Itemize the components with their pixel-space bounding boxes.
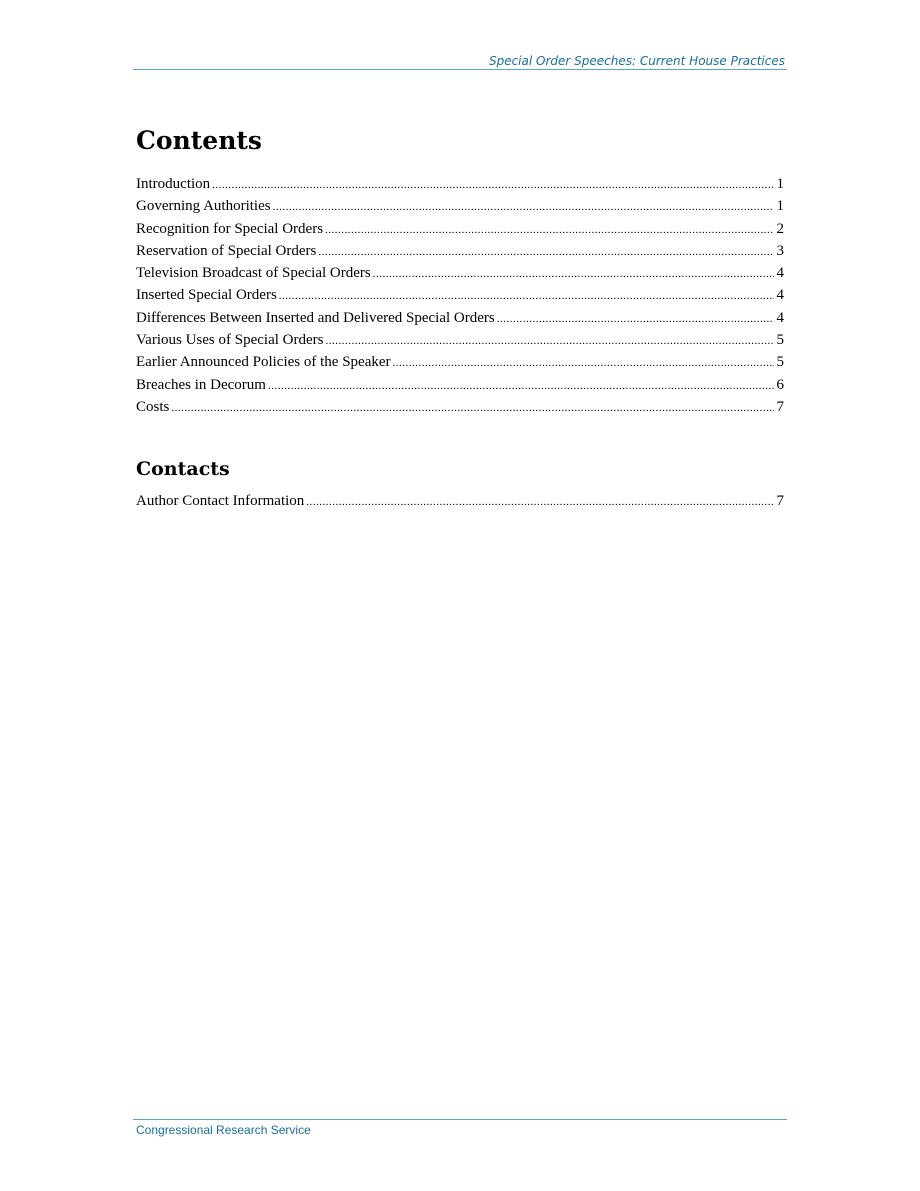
toc-entry-label: Various Uses of Special Orders [136,332,324,349]
toc-entry[interactable] [136,195,784,217]
toc-entry-label: Earlier Announced Policies of the Speaker [136,354,391,371]
toc-dot-leader [393,352,774,373]
toc-entry-page: 6 [776,376,784,393]
toc-entry[interactable] [136,307,784,329]
toc-entry[interactable] [136,173,784,195]
toc-entry-page: 1 [776,198,784,215]
toc-entry[interactable] [136,374,784,396]
toc-entry[interactable] [136,284,784,306]
contacts-list [136,490,784,512]
toc-dot-leader [279,285,774,306]
toc-dot-leader [212,174,773,195]
toc-entry[interactable] [136,240,784,262]
toc-entry-page: 1 [776,176,784,192]
toc-dot-leader [325,219,773,240]
table-of-contents [136,173,784,418]
footer-organization: Congressional Research Service [136,1123,311,1137]
toc-dot-leader [318,241,773,262]
toc-entry-page: 3 [776,242,784,259]
toc-entry-label: Television Broadcast of Special Orders [136,265,371,282]
toc-dot-leader [373,263,774,284]
toc-entry-page: 7 [776,398,784,415]
toc-entry-label: Breaches in Decorum [136,376,266,393]
toc-entry-label: Inserted Special Orders [136,287,277,304]
toc-entry-page: 2 [776,220,784,237]
toc-dot-leader [171,397,773,418]
toc-entry-page: 4 [776,309,784,326]
toc-entry-page: 5 [776,354,784,371]
contents-heading: Contents [136,126,263,155]
toc-entry-page: 5 [776,332,784,349]
running-footer [133,1119,787,1137]
toc-entry[interactable] [136,490,784,512]
toc-entry[interactable] [136,351,784,373]
toc-entry-label: Reservation of Special Orders [136,242,317,259]
toc-entry[interactable] [136,329,784,351]
contacts-heading: Contacts [136,458,230,480]
running-header [133,54,787,70]
toc-dot-leader [273,196,774,217]
toc-dot-leader [306,491,773,512]
toc-entry-page: 7 [776,493,784,509]
running-header-title: Special Order Speeches: Current House Practices [488,54,785,68]
toc-entry[interactable] [136,396,784,418]
toc-entry-page: 4 [776,265,784,282]
toc-entry-label: Governing Authorities [136,198,271,215]
toc-entry-label: Introduction [136,176,211,192]
toc-entry-label: Author Contact Information [136,493,305,509]
toc-entry-label: Recognition for Special Orders [136,220,324,237]
toc-entry-label: Costs [136,398,170,415]
toc-dot-leader [268,375,774,396]
toc-entry-page: 4 [776,287,784,304]
toc-dot-leader [497,308,774,329]
toc-dot-leader [325,330,773,351]
toc-entry[interactable] [136,218,784,240]
toc-entry[interactable] [136,262,784,284]
toc-entry-label: Differences Between Inserted and Delivered Special Orders [136,309,495,326]
